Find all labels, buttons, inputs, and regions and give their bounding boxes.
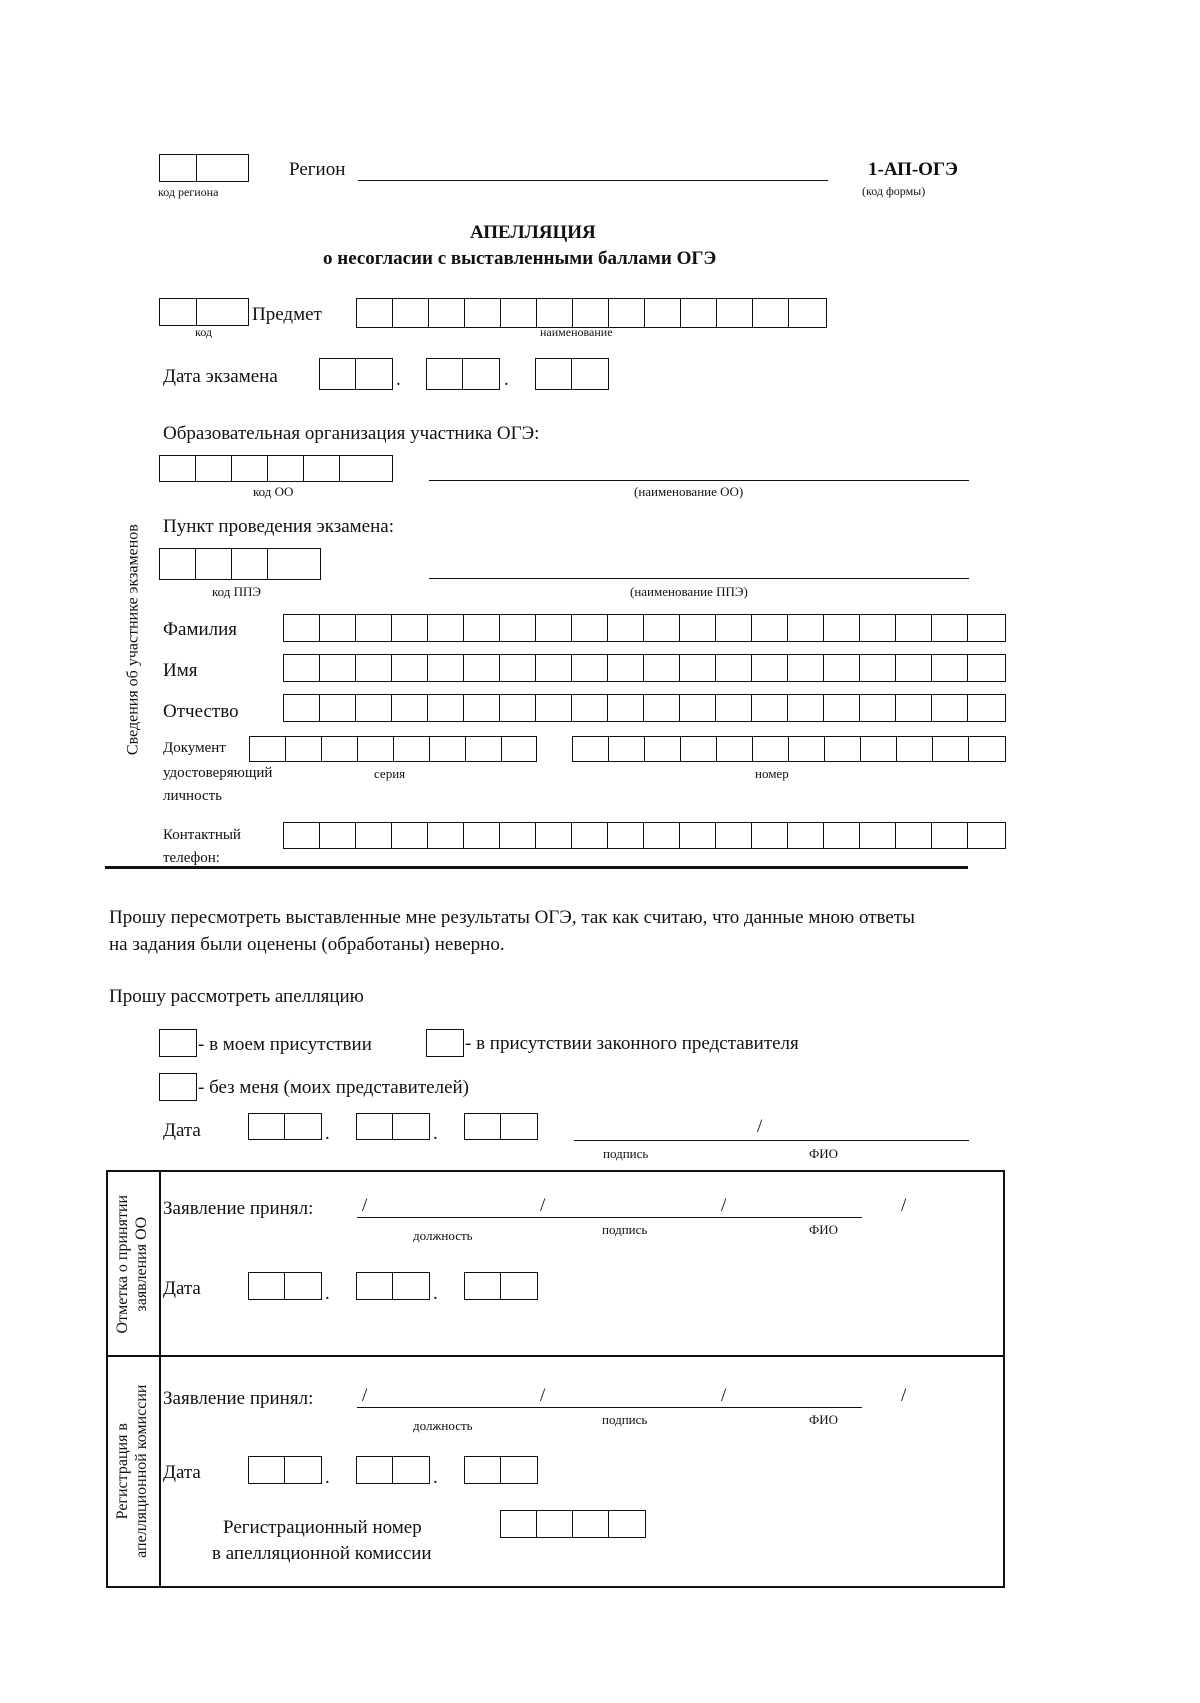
oo-year-boxes[interactable] <box>464 1272 538 1300</box>
surname-label: Фамилия <box>163 619 238 640</box>
exam-day-boxes[interactable] <box>319 358 393 390</box>
name-label: Имя <box>163 660 198 681</box>
commission-slash-3: / <box>721 1385 727 1406</box>
commission-side-label <box>113 1366 151 1576</box>
commission-slash-1: / <box>362 1385 368 1406</box>
exam-year-boxes[interactable] <box>535 358 609 390</box>
subject-code-caption: код <box>195 325 212 339</box>
form-subtitle: о несогласии с выставленными баллами ОГЭ <box>323 248 717 269</box>
patronymic-label: Отчество <box>163 701 239 722</box>
request-text-1: Прошу пересмотреть выставленные мне результаты ОГЭ, так как считаю, что данные мною ответы <box>109 907 915 928</box>
date-sep: . <box>325 1123 330 1144</box>
oo-sign-caption: подпись <box>602 1222 648 1237</box>
oo-month-boxes[interactable] <box>356 1272 430 1300</box>
exam-date-label: Дата экзамена <box>163 366 278 387</box>
reg-number-label-2: в апелляционной комиссии <box>212 1543 432 1564</box>
surname-boxes[interactable] <box>283 614 1006 642</box>
date-sep: . <box>504 369 509 390</box>
oo-fio-caption: ФИО <box>809 1222 839 1237</box>
region-label: Регион <box>289 159 346 180</box>
date-sep: . <box>325 1467 330 1488</box>
oo-slash-1: / <box>362 1195 368 1216</box>
request-month-boxes[interactable] <box>356 1113 430 1140</box>
doc-number-caption: номер <box>755 766 789 781</box>
oo-side-label-1: Отметка о принятии <box>113 1194 131 1334</box>
region-name-line[interactable] <box>358 180 828 181</box>
date-sep: . <box>396 369 401 390</box>
commission-date-label: Дата <box>163 1462 201 1483</box>
request-day-boxes[interactable] <box>248 1113 322 1140</box>
without-me-option-label: - без меня (моих представителей) <box>198 1077 470 1098</box>
oo-position-caption: должность <box>413 1228 473 1243</box>
org-label: Образовательная организация участника ОГЭ: <box>163 423 540 444</box>
commission-year-boxes[interactable] <box>464 1456 538 1484</box>
request-text-2: на задания были оценены (обработаны) неверно. <box>109 934 505 955</box>
request-fio-caption: ФИО <box>809 1146 839 1161</box>
present-option-label: - в моем присутствии <box>198 1034 372 1055</box>
present-checkbox[interactable] <box>159 1029 197 1057</box>
doc-label-3: личность <box>163 788 223 804</box>
phone-label-2: телефон: <box>163 850 220 866</box>
oo-side-label <box>113 1179 151 1349</box>
consider-text: Прошу рассмотреть апелляцию <box>109 986 364 1007</box>
org-code-caption: код ОО <box>253 484 294 499</box>
official-table-divider-h <box>106 1355 1005 1357</box>
oo-signature-line[interactable] <box>357 1217 862 1218</box>
subject-name-caption: наименование <box>540 325 613 339</box>
form-code-caption: (код формы) <box>862 184 926 198</box>
oo-side-label-2: заявления ОО <box>133 1216 150 1312</box>
participant-section-rule <box>105 866 968 869</box>
exam-month-boxes[interactable] <box>426 358 500 390</box>
commission-signature-line[interactable] <box>357 1407 862 1408</box>
commission-sign-caption: подпись <box>602 1412 648 1427</box>
name-boxes[interactable] <box>283 654 1006 682</box>
oo-slash-4: / <box>901 1195 907 1216</box>
subject-label: Предмет <box>252 304 322 325</box>
reg-number-boxes[interactable] <box>500 1510 646 1538</box>
commission-fio-caption: ФИО <box>809 1412 839 1427</box>
without-me-checkbox[interactable] <box>159 1073 197 1101</box>
region-code-caption: код региона <box>158 185 219 199</box>
phone-label-1: Контактный <box>163 827 241 843</box>
ppe-code-boxes[interactable] <box>159 548 321 580</box>
oo-date-label: Дата <box>163 1278 201 1299</box>
commission-position-caption: должность <box>413 1418 473 1433</box>
date-sep: . <box>433 1283 438 1304</box>
request-sign-caption: подпись <box>603 1146 649 1161</box>
subject-name-boxes[interactable] <box>356 298 827 328</box>
doc-series-boxes[interactable] <box>249 736 537 762</box>
org-name-caption: (наименование ОО) <box>634 484 744 499</box>
org-name-line[interactable] <box>429 480 969 481</box>
date-sep: . <box>433 1467 438 1488</box>
request-signature-line[interactable] <box>574 1140 969 1141</box>
participant-side-label: Сведения об участнике экзаменов <box>124 524 142 756</box>
date-sep: . <box>433 1123 438 1144</box>
form-code: 1-АП-ОГЭ <box>868 159 958 180</box>
phone-boxes[interactable] <box>283 822 1006 849</box>
request-date-label: Дата <box>163 1120 201 1141</box>
doc-label-1: Документ <box>163 740 226 756</box>
reg-number-label-1: Регистрационный номер <box>223 1517 422 1538</box>
commission-side-label-1: Регистрация в <box>113 1423 131 1520</box>
subject-code-boxes[interactable] <box>159 298 249 326</box>
commission-slash-4: / <box>901 1385 907 1406</box>
commission-day-boxes[interactable] <box>248 1456 322 1484</box>
doc-label-2: удостоверяющий <box>163 765 273 781</box>
ppe-label: Пункт проведения экзамена: <box>163 516 394 537</box>
region-code-boxes[interactable] <box>159 154 249 182</box>
doc-number-boxes[interactable] <box>572 736 1006 762</box>
date-sep: . <box>325 1283 330 1304</box>
ppe-name-line[interactable] <box>429 578 969 579</box>
ppe-name-caption: (наименование ППЭ) <box>630 584 748 599</box>
commission-side-label-2: апелляционной комиссии <box>133 1384 150 1558</box>
representative-checkbox[interactable] <box>426 1029 464 1057</box>
request-year-boxes[interactable] <box>464 1113 538 1140</box>
form-title: АПЕЛЛЯЦИЯ <box>470 222 596 243</box>
ppe-code-caption: код ППЭ <box>212 584 262 599</box>
representative-option-label: - в присутствии законного представителя <box>465 1033 799 1054</box>
oo-slash-2: / <box>540 1195 546 1216</box>
org-code-boxes[interactable] <box>159 455 393 482</box>
doc-series-caption: серия <box>374 766 406 781</box>
oo-accepted-label: Заявление принял: <box>163 1198 314 1219</box>
oo-slash-3: / <box>721 1195 727 1216</box>
patronymic-boxes[interactable] <box>283 694 1006 722</box>
official-table-divider-v <box>159 1170 161 1588</box>
commission-month-boxes[interactable] <box>356 1456 430 1484</box>
signature-slash: / <box>757 1116 763 1137</box>
commission-accepted-label: Заявление принял: <box>163 1388 314 1409</box>
oo-day-boxes[interactable] <box>248 1272 322 1300</box>
commission-slash-2: / <box>540 1385 546 1406</box>
